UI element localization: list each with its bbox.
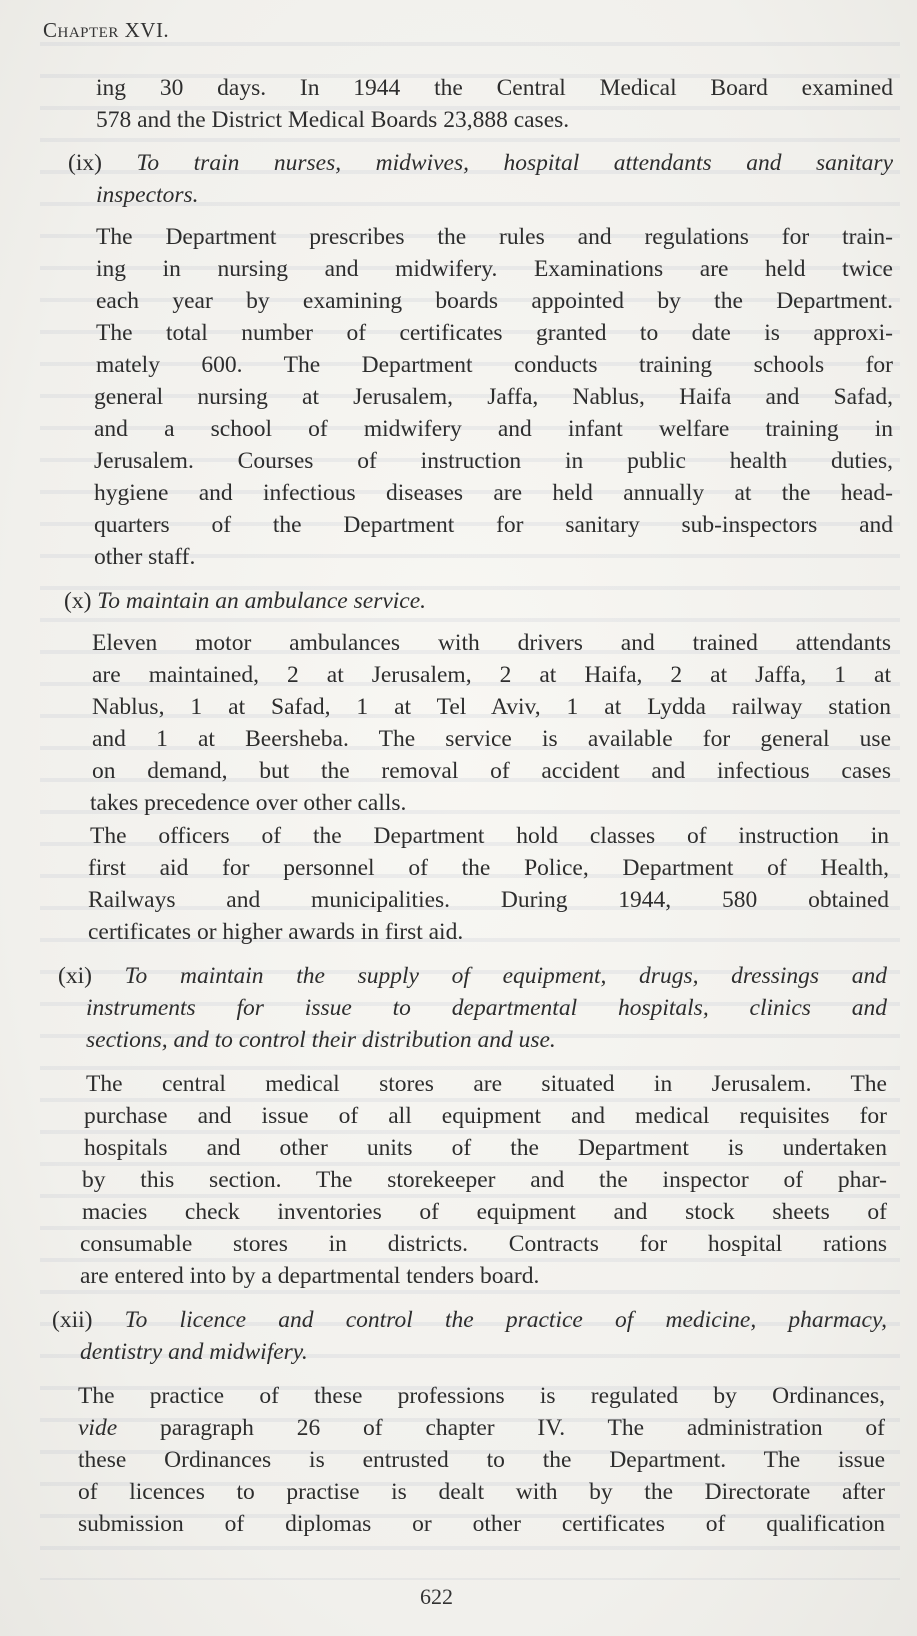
line-text: mately 600. The Department conducts training schools for — [96, 352, 893, 378]
section-heading-line — [68, 147, 893, 179]
line-text: The total number of certificates granted to date is approxi- — [96, 320, 893, 346]
text-line — [96, 285, 893, 317]
text-line — [78, 1412, 885, 1444]
line-text: 578 and the District Medical Boards 23,888 cases. — [96, 107, 570, 133]
text-line — [78, 1444, 885, 1476]
line-text: The central medical stores are situated in Jerusalem. The — [86, 1071, 887, 1097]
line-text: To maintain the supply of equipment, drugs, dressings and — [124, 963, 887, 989]
line-text: takes precedence over other calls. — [90, 790, 407, 816]
section-numeral: (xii) — [52, 1307, 125, 1333]
line-text: quarters of the Department for sanitary sub-inspectors and — [94, 512, 893, 538]
line-text: paragraph 26 of chapter IV. The administration of — [117, 1415, 885, 1441]
line-text: certificates or higher awards in first aid. — [88, 919, 464, 945]
line-text: instruments for issue to departmental hospitals, clinics and — [86, 995, 887, 1021]
text-line — [94, 413, 893, 445]
text-line — [96, 72, 893, 104]
line-text: first aid for personnel of the Police, Department of Health, — [88, 855, 889, 881]
line-text: purchase and issue of all equipment and medical requisites for — [84, 1103, 887, 1129]
text-line — [92, 691, 891, 723]
line-text: consumable stores in districts. Contracts for hospital rations — [80, 1231, 887, 1257]
page-number: 622 — [420, 1584, 453, 1609]
text-line — [90, 820, 889, 852]
line-text: To train nurses, midwives, hospital attendants and sanitary — [136, 150, 893, 176]
line-text: these Ordinances is entrusted to the Department. The issue — [78, 1447, 885, 1473]
line-text: by this section. The storekeeper and the inspector of phar- — [82, 1167, 887, 1193]
text-line — [92, 723, 891, 755]
chapter-number: XVI. — [124, 18, 170, 42]
text-line — [94, 381, 893, 413]
line-text: are entered into by a departmental tenders board. — [80, 1263, 540, 1289]
text-line — [92, 755, 891, 787]
line-text: The Department prescribes the rules and regulations for train- — [96, 224, 893, 250]
section-heading-line — [58, 960, 887, 992]
text-line — [86, 1024, 766, 1056]
section-heading-line — [52, 1304, 887, 1336]
line-text: The officers of the Department hold classes of instruction in — [90, 823, 889, 849]
line-text: Jerusalem. Courses of instruction in public health duties, — [94, 448, 893, 474]
line-text: sections, and to control their distribution and use. — [86, 1027, 556, 1053]
text-line — [86, 992, 887, 1024]
text-line — [94, 509, 893, 541]
section-numeral: (x) — [64, 588, 98, 614]
text-line — [84, 1132, 887, 1164]
text-line — [90, 787, 530, 819]
line-text: other staff. — [94, 544, 196, 570]
text-line — [96, 317, 893, 349]
chapter-prefix: Chapter — [43, 18, 119, 42]
line-text: general nursing at Jerusalem, Jaffa, Nablus, Haifa and Safad, — [94, 384, 893, 410]
line-text: macies check inventories of equipment and stock sheets of — [82, 1199, 887, 1225]
text-line — [78, 1476, 885, 1508]
text-line — [94, 445, 893, 477]
text-line — [96, 221, 893, 253]
text-line — [88, 916, 608, 948]
line-text: dentistry and midwifery. — [80, 1339, 308, 1365]
line-text: The practice of these professions is regulated by Ordinances, — [78, 1383, 885, 1409]
line-text: hygiene and infectious diseases are held annually at the head- — [94, 480, 893, 506]
text-line — [88, 884, 889, 916]
text-line — [96, 349, 893, 381]
line-text: on demand, but the removal of accident and infectious cases — [92, 758, 891, 784]
text-line — [96, 104, 796, 136]
line-text: ing 30 days. In 1944 the Central Medical Board examined — [96, 75, 893, 101]
line-text: and 1 at Beersheba. The service is available for general use — [92, 726, 891, 752]
line-text: are maintained, 2 at Jerusalem, 2 at Haifa, 2 at Jaffa, 1 at — [92, 662, 891, 688]
text-line — [82, 1164, 887, 1196]
text-line — [86, 1068, 887, 1100]
line-text: ing in nursing and midwifery. Examinations are held twice — [96, 256, 893, 282]
section-heading-line — [64, 585, 584, 617]
text-line — [80, 1260, 720, 1292]
line-text: Nablus, 1 at Safad, 1 at Tel Aviv, 1 at Lydda railway station — [92, 694, 891, 720]
section-numeral: (ix) — [68, 150, 137, 176]
text-line — [80, 1336, 400, 1368]
text-line — [78, 1508, 885, 1540]
text-line — [92, 659, 891, 691]
text-line — [80, 1228, 887, 1260]
section-numeral: (xi) — [58, 963, 125, 989]
text-line — [94, 541, 294, 573]
text-line — [82, 1196, 887, 1228]
line-text: inspectors. — [96, 182, 199, 208]
text-line — [78, 1380, 885, 1412]
line-text: To maintain an ambulance service. — [97, 588, 427, 614]
text-line — [84, 1100, 887, 1132]
text-line — [88, 852, 889, 884]
line-text: of licences to practise is dealt with by the Directorate after — [78, 1479, 885, 1505]
line-text: hospitals and other units of the Department is undertaken — [84, 1135, 887, 1161]
chapter-header — [43, 18, 169, 43]
line-text: To licence and control the practice of medicine, pharmacy, — [124, 1307, 887, 1333]
text-line — [92, 627, 891, 659]
line-text: Railways and municipalities. During 1944, 580 obtained — [88, 887, 889, 913]
line-text: each year by examining boards appointed by the Department. — [96, 288, 893, 314]
line-text: Eleven motor ambulances with drivers and trained attendants — [92, 630, 891, 656]
text-line — [94, 477, 893, 509]
line-text: and a school of midwifery and infant welfare training in — [94, 416, 893, 442]
line-text: submission of diplomas or other certificates of qualification — [78, 1511, 885, 1537]
text-line — [96, 253, 893, 285]
italic-term: vide — [78, 1415, 118, 1441]
text-line — [96, 179, 396, 211]
